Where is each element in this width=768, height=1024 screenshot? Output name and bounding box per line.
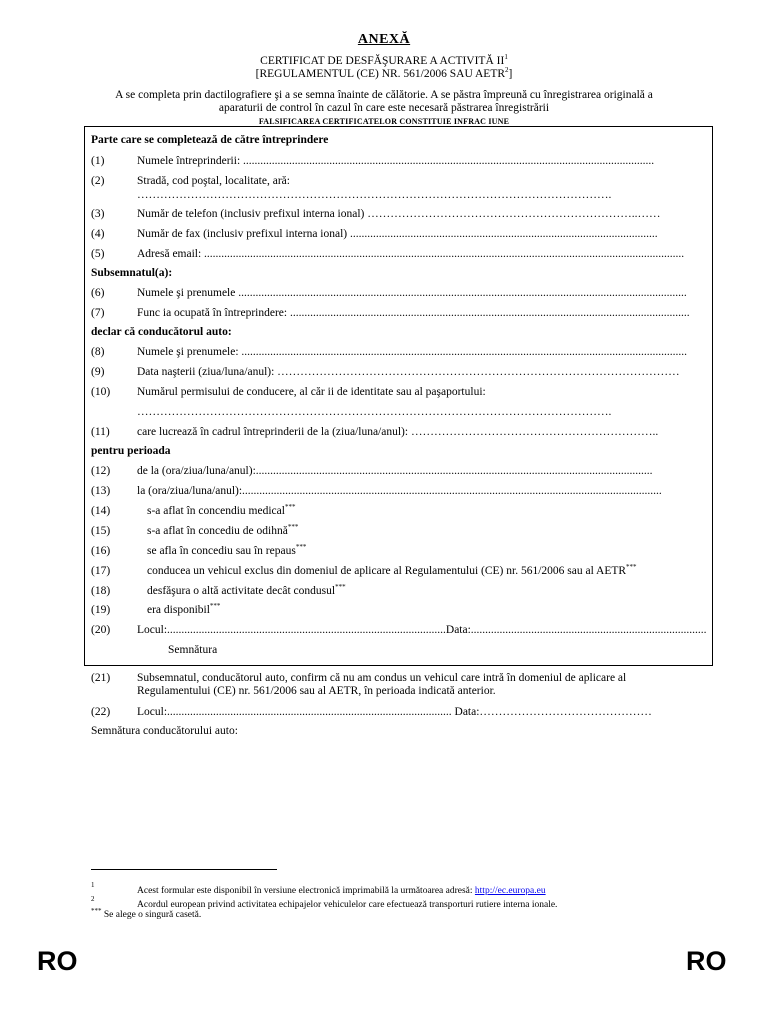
company-name-field[interactable]: Numele întreprinderii: ...............................................................................................................................................	[137, 155, 655, 167]
row-7-number: (7)	[91, 307, 105, 319]
period-from-field[interactable]: de la (ora/ziua/luna/anul):..........................................................................................................................................	[137, 465, 653, 477]
birth-date-field[interactable]: Data naşterii (ziua/luna/anul): ……………………………………………………………………………………………	[137, 366, 680, 378]
row-16-number: (16)	[91, 545, 111, 557]
license-field-label: Numărul permisului de conducere, al căr ii de identitate sau al paşaportului:	[137, 386, 486, 398]
regulation-bracket: ]	[508, 68, 513, 80]
row-15-number: (15)	[91, 525, 111, 537]
footnote-ref-1[interactable]: 1	[504, 53, 508, 62]
row-6-number: (6)	[91, 287, 105, 299]
footnote-2-text: Acordul european privind activitatea echipajelor vehiculelor care efectuează transporturi rutiere interna ionale.	[137, 900, 558, 910]
driver-confirmation-line1: Subsemnatul, conducătorul auto, confirm că nu am condus un vehicul care intră în domeniul de aplicare al	[137, 672, 627, 684]
single-choice-mark: ***	[284, 503, 296, 512]
phone-field[interactable]: Număr de telefon (inclusiv prefixul interna ional) ……………………………………………………………..……	[137, 208, 661, 220]
row-20-number: (20)	[91, 624, 111, 636]
row-10-number: (10)	[91, 386, 111, 398]
footnote-3-mark: ***	[91, 906, 102, 915]
employment-start-field[interactable]: care lucrează în cadrul întreprinderii de la (ziua/luna/anul): ………………………………………………………..	[137, 426, 659, 438]
row-22-number: (22)	[91, 706, 111, 718]
period-to-field[interactable]: la (ora/ziua/luna/anul):..................................................................................................................................................	[137, 485, 662, 497]
section-undersigned-heading: Subsemnatul(a):	[91, 267, 173, 279]
option-other-work[interactable]	[147, 585, 346, 597]
language-mark-right: RO	[686, 946, 727, 976]
section-period-heading: pentru perioada	[91, 445, 171, 457]
europa-link[interactable]: http://ec.europa.eu	[474, 886, 546, 896]
option-annual-leave-label: s-a aflat în concediu de odihnă	[147, 525, 288, 537]
address-field-label: Stradă, cod poştal, localitate, ară:	[137, 175, 290, 187]
footnote-1-mark: 1	[91, 881, 95, 889]
option-other-work-label: desfăşura o altă activitate decât condusul	[147, 585, 336, 597]
company-signature-label: Semnătura	[168, 644, 218, 656]
single-choice-mark: ***	[287, 523, 299, 532]
option-sick-leave-label: s-a aflat în concendiu medical	[147, 505, 285, 517]
row-3-number: (3)	[91, 208, 105, 220]
row-1-number: (1)	[91, 155, 105, 167]
driver-name-field[interactable]: Numele şi prenumele: ...........................................................................................................................................................	[137, 346, 688, 358]
license-field[interactable]: …………………………………………………………………………………………………………….	[137, 406, 612, 418]
row-12-number: (12)	[91, 465, 111, 477]
place-date-field[interactable]: Locul:.................................................................................................Data:..................................................................................	[137, 624, 707, 636]
section-declare-heading: declar că conducătorul auto:	[91, 326, 232, 338]
row-2-number: (2)	[91, 175, 105, 187]
single-choice-mark: ***	[295, 543, 307, 552]
footnote-1-text: Acest formular este disponibil în versiune electronică imprimabilă la următoarea adresă:	[137, 886, 473, 896]
regulation-text: [REGULAMENTUL (CE) NR. 561/2006 SAU AETR	[255, 68, 506, 80]
footnote-3	[91, 906, 202, 920]
row-5-number: (5)	[91, 248, 105, 260]
option-rest[interactable]	[147, 545, 306, 557]
row-14-number: (14)	[91, 505, 111, 517]
driver-confirmation-line2: Regulamentului (CE) nr. 561/2006 sau al AETR, în perioada indicată anterior.	[137, 685, 496, 697]
single-choice-mark: ***	[209, 602, 221, 611]
row-13-number: (13)	[91, 485, 111, 497]
row-11-number: (11)	[91, 426, 110, 438]
language-mark-left: RO	[37, 946, 78, 976]
row-19-number: (19)	[91, 604, 111, 616]
page-title: ANEXĂ	[357, 32, 411, 47]
option-excluded-vehicle-label: conducea un vehicul exclus din domeniul de aplicare al Regulamentului (CE) nr. 561/2006 sau al AETR	[147, 565, 627, 577]
row-4-number: (4)	[91, 228, 105, 240]
footnote-1	[137, 886, 546, 896]
option-rest-label: se afla în concediu sau în repaus	[147, 545, 296, 557]
certificate-title-text: CERTIFICAT DE DESFĂŞURARE A ACTIVITĂ II	[260, 55, 505, 67]
fax-field[interactable]: Număr de fax (inclusiv prefixul interna ional) ...........................................................................................................	[137, 228, 658, 240]
footnote-2-mark: 2	[91, 895, 95, 903]
certificate-title	[0, 55, 768, 67]
signer-position-field[interactable]: Func ia ocupată în întreprindere: ...........................................................................................................................................	[137, 307, 690, 319]
option-available-label: era disponibil	[147, 604, 210, 616]
option-annual-leave[interactable]	[147, 525, 298, 537]
forgery-warning: FALSIFICAREA CERTIFICATELOR CONSTITUIE INFRAC IUNE	[258, 117, 510, 126]
single-choice-mark: ***	[626, 563, 637, 572]
row-21-number: (21)	[91, 672, 111, 684]
regulation-reference	[0, 68, 768, 80]
intro-instructions: A se completa prin dactilografiere şi a se semna înainte de călătorie. A se păstra împreună cu înregistrarea originală a aparaturii de control în cazul în care este necesară păstrarea înregistrării	[115, 89, 653, 114]
email-field[interactable]: Adresă email: .......................................................................................................................................................................	[137, 248, 685, 260]
footnote-divider	[91, 869, 277, 870]
signer-name-field[interactable]: Numele şi prenumele ............................................................................................................................................................	[137, 287, 687, 299]
row-18-number: (18)	[91, 585, 111, 597]
footnote-ref-2[interactable]: 2	[505, 66, 509, 75]
driver-signature-label: Semnătura conducătorului auto:	[91, 725, 238, 737]
address-field[interactable]: …………………………………………………………………………………………………………….	[137, 189, 612, 201]
driver-place-date-field[interactable]: Locul:................................................................................................... Data:………………………………………	[137, 706, 652, 718]
row-9-number: (9)	[91, 366, 105, 378]
row-8-number: (8)	[91, 346, 105, 358]
option-available[interactable]	[147, 604, 220, 616]
section-company-heading: Parte care se completează de către întreprindere	[91, 134, 329, 146]
option-excluded-vehicle[interactable]	[147, 565, 637, 577]
row-17-number: (17)	[91, 565, 111, 577]
option-sick-leave[interactable]	[147, 505, 295, 517]
footnote-3-text: Se alege o singură casetă.	[103, 910, 202, 920]
single-choice-mark: ***	[335, 583, 346, 592]
